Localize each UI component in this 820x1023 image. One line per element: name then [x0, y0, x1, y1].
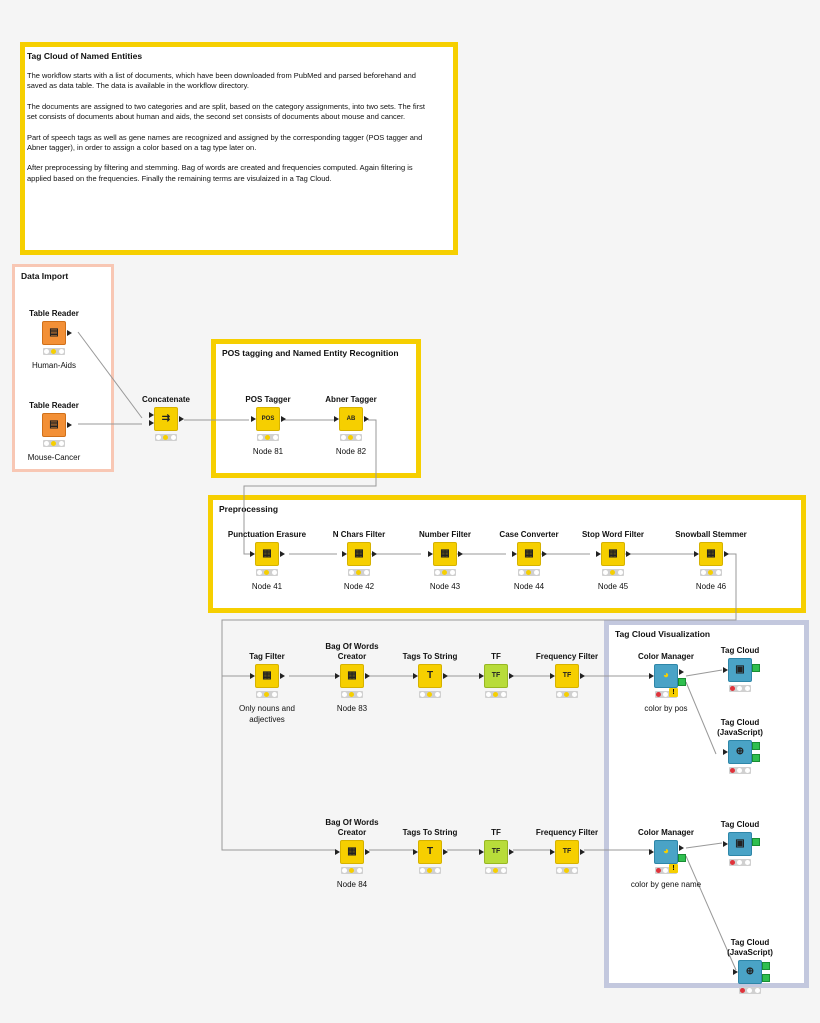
node-name: Tags To String	[402, 652, 458, 661]
node-label[interactable]: Node 41	[251, 582, 283, 591]
model-output-port[interactable]	[678, 854, 686, 862]
output-port[interactable]	[679, 669, 684, 675]
node-label[interactable]: Human-Aids	[31, 361, 76, 370]
icon-text: TF	[491, 848, 501, 855]
node-name: Snowball Stemmer	[675, 530, 747, 539]
node-label[interactable]: Only nouns and adjectives	[238, 704, 296, 724]
node-name: Color Manager	[637, 652, 694, 661]
annotation-paragraph: After preprocessing by filtering and stemming. Bag of words are created and frequencies computed. Again filtering is applied based on the frequencies. Finally the remaining terms are visulaized in a Tag Cloud.	[27, 163, 413, 183]
term-frequency-icon[interactable]	[484, 840, 508, 864]
node-status-light	[348, 569, 370, 576]
annotation-title: POS tagging and Named Entity Recognition	[222, 348, 399, 358]
bag-of-words-icon[interactable]: ▦	[340, 664, 364, 688]
node-label[interactable]: Node 84	[336, 880, 368, 889]
document-filter-icon[interactable]: ▦	[433, 542, 457, 566]
node-name: Tag Cloud	[720, 646, 760, 655]
abner-tagger-icon[interactable]	[339, 407, 363, 431]
icon-text: TF	[491, 672, 501, 679]
node-status-light	[341, 867, 363, 874]
table-reader-icon[interactable]: ▤	[42, 413, 66, 437]
node-status-light	[419, 867, 441, 874]
output-port[interactable]	[443, 849, 448, 855]
output-port[interactable]	[679, 845, 684, 851]
icon-text: POS	[261, 416, 275, 422]
image-output-port[interactable]	[752, 742, 760, 750]
bag-of-words-icon[interactable]: ▦	[340, 840, 364, 864]
output-port[interactable]	[724, 551, 729, 557]
node-label[interactable]: Node 46	[695, 582, 727, 591]
node-status-light	[419, 691, 441, 698]
output-port[interactable]	[365, 849, 370, 855]
node-status-light	[485, 691, 507, 698]
document-filter-icon[interactable]: ▦	[601, 542, 625, 566]
output-port[interactable]	[364, 416, 369, 422]
node-status-light	[729, 767, 751, 774]
document-filter-icon[interactable]: ▦	[255, 542, 279, 566]
output-port[interactable]	[580, 673, 585, 679]
output-port[interactable]	[281, 416, 286, 422]
node-label[interactable]: Node 83	[336, 704, 368, 713]
node-name: Frequency Filter	[535, 652, 599, 661]
annotation-body	[27, 71, 437, 194]
node-status-light	[602, 569, 624, 576]
node-status-light	[518, 569, 540, 576]
node-status-light	[739, 987, 761, 994]
node-name: Bag Of Words Creator	[325, 818, 379, 837]
color-palette-icon[interactable]: ◕	[654, 840, 678, 864]
icon-text: AB	[346, 416, 356, 422]
node-name: Stop Word Filter	[581, 530, 645, 539]
node-name: Concatenate	[141, 395, 190, 404]
output-port[interactable]	[280, 551, 285, 557]
pos-tagger-icon[interactable]	[256, 407, 280, 431]
image-output-port[interactable]	[762, 962, 770, 970]
node-label[interactable]: Node 45	[597, 582, 629, 591]
output-port[interactable]	[580, 849, 585, 855]
document-filter-icon[interactable]: ▦	[347, 542, 371, 566]
model-output-port[interactable]	[678, 678, 686, 686]
node-status-light	[729, 685, 751, 692]
annotation-paragraph: The workflow starts with a list of documents, which have been downloaded from PubMed and parsed beforehand and saved as data table. The data is available in the workflow directory.	[27, 71, 416, 91]
color-palette-icon[interactable]: ◕	[654, 664, 678, 688]
tag-cloud-view-icon[interactable]: ▣	[728, 832, 752, 856]
node-name: Tag Filter	[249, 652, 285, 661]
frequency-filter-icon[interactable]	[555, 840, 579, 864]
node-label[interactable]: Node 42	[343, 582, 375, 591]
node-status-light	[43, 348, 65, 355]
node-status-light	[257, 434, 279, 441]
output-port[interactable]	[509, 673, 514, 679]
annotation-title: Preprocessing	[219, 504, 279, 514]
node-name: Punctuation Erasure	[227, 530, 307, 539]
output-port[interactable]	[458, 551, 463, 557]
document-filter-icon[interactable]: ▦	[255, 664, 279, 688]
warning-icon: !	[669, 864, 678, 873]
output-port[interactable]	[443, 673, 448, 679]
node-name: Color Manager	[637, 828, 694, 837]
node-name: POS Tagger	[245, 395, 291, 404]
output-port[interactable]	[365, 673, 370, 679]
pos-tagging-annotation	[211, 339, 421, 478]
node-status-light	[485, 867, 507, 874]
node-name: Bag Of Words Creator	[325, 642, 379, 661]
node-label[interactable]: color by gene name	[630, 880, 702, 889]
node-name: Table Reader	[29, 401, 79, 410]
output-port[interactable]	[67, 330, 72, 336]
node-status-light	[556, 691, 578, 698]
node-name: Tag Cloud	[720, 820, 760, 829]
term-frequency-icon[interactable]	[484, 664, 508, 688]
node-label[interactable]: Node 44	[513, 582, 545, 591]
output-port[interactable]	[509, 849, 514, 855]
node-status-light	[729, 859, 751, 866]
node-label[interactable]: Node 82	[335, 447, 367, 456]
table-output-port[interactable]	[752, 754, 760, 762]
node-name: TF	[491, 652, 501, 661]
output-port[interactable]	[280, 673, 285, 679]
node-name: Table Reader	[29, 309, 79, 318]
warning-icon: !	[669, 688, 678, 697]
javascript-view-icon[interactable]: ⊕	[728, 740, 752, 764]
table-output-port[interactable]	[762, 974, 770, 982]
tags-to-string-icon[interactable]: T	[418, 664, 442, 688]
concatenate-icon[interactable]: ⇉	[154, 407, 178, 431]
tag-cloud-view-icon[interactable]: ▣	[728, 658, 752, 682]
node-status-light	[43, 440, 65, 447]
javascript-view-icon[interactable]: ⊕	[738, 960, 762, 984]
node-name: Tag Cloud (JavaScript)	[727, 938, 773, 957]
annotation-paragraph: The documents are assigned to two categories and are split, based on the category assignments, into two sets. The first set consists of documents about human and aids, the second set consists of documents about mouse and cancer.	[27, 101, 425, 122]
annotation-title: Tag Cloud of Named Entities	[27, 51, 143, 61]
output-port[interactable]	[67, 422, 72, 428]
node-label[interactable]: Node 81	[252, 447, 284, 456]
icon-text: TF	[562, 848, 572, 855]
node-status-light	[700, 569, 722, 576]
image-output-port[interactable]	[752, 664, 760, 672]
node-name: Case Converter	[499, 530, 559, 539]
node-name: Number Filter	[418, 530, 471, 539]
node-name: Abner Tagger	[325, 395, 377, 404]
node-status-light	[556, 867, 578, 874]
node-status-light	[155, 434, 177, 441]
output-port[interactable]	[626, 551, 631, 557]
icon-text: TF	[562, 672, 572, 679]
image-output-port[interactable]	[752, 838, 760, 846]
node-name: Tags To String	[402, 828, 458, 837]
document-filter-icon[interactable]: ▦	[517, 542, 541, 566]
node-status-light	[341, 691, 363, 698]
tag-cloud-visualization-annotation	[604, 620, 809, 988]
node-status-light	[434, 569, 456, 576]
output-port[interactable]	[372, 551, 377, 557]
annotation-paragraph: Part of speech tags as well as gene names are recognized and assigned by the corresponding tagger (POS tagger and Abner tagger), in order to assign a color based on a tag type later on.	[27, 132, 423, 153]
annotation-title: Tag Cloud Visualization	[615, 629, 711, 639]
node-name: Frequency Filter	[535, 828, 599, 837]
node-label[interactable]: Node 43	[429, 582, 461, 591]
annotation-title: Data Import	[21, 271, 69, 281]
document-filter-icon[interactable]: ▦	[699, 542, 723, 566]
node-status-light	[256, 691, 278, 698]
frequency-filter-icon[interactable]	[555, 664, 579, 688]
workflow-description-annotation	[20, 42, 458, 255]
node-name: TF	[491, 828, 501, 837]
node-label[interactable]: color by pos	[644, 704, 688, 713]
node-label[interactable]: Mouse-Cancer	[27, 453, 81, 462]
table-reader-icon[interactable]: ▤	[42, 321, 66, 345]
tags-to-string-icon[interactable]: T	[418, 840, 442, 864]
output-port[interactable]	[179, 416, 184, 422]
node-status-light	[340, 434, 362, 441]
node-status-light	[256, 569, 278, 576]
output-port[interactable]	[542, 551, 547, 557]
node-name: N Chars Filter	[332, 530, 386, 539]
node-name: Tag Cloud (JavaScript)	[717, 718, 763, 737]
